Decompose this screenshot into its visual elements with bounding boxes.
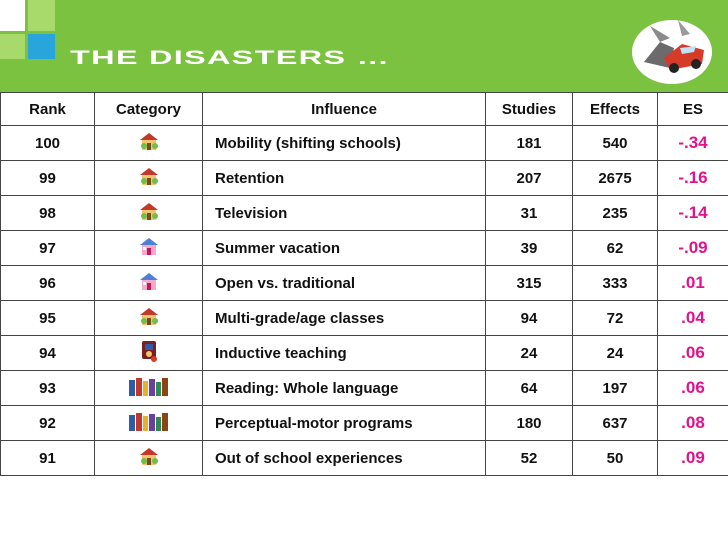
cell-rank: 95 [1,301,95,336]
decor-square [28,0,55,31]
header-rank: Rank [1,93,95,126]
table-row [1,441,728,476]
cell-rank: 91 [1,441,95,476]
cell-influence: Retention [203,161,486,196]
table-header-row [1,93,728,126]
cell-category [95,126,203,161]
cell-es: .01 [658,266,728,301]
cell-influence: Out of school experiences [203,441,486,476]
cell-category [95,196,203,231]
cell-rank: 97 [1,231,95,266]
cell-studies: 64 [486,371,573,406]
books-icon [127,374,171,402]
school-house-icon [138,130,160,156]
disasters-table [0,92,728,476]
decor-square [28,34,55,59]
cell-effects: 2675 [573,161,658,196]
cell-effects: 24 [573,336,658,371]
cell-category [95,301,203,336]
cell-category [95,161,203,196]
cell-studies: 94 [486,301,573,336]
car-crash-icon [630,12,714,84]
table-row [1,371,728,406]
table-row [1,266,728,301]
cell-studies: 181 [486,126,573,161]
cell-effects: 235 [573,196,658,231]
cell-studies: 31 [486,196,573,231]
cell-rank: 93 [1,371,95,406]
cell-studies: 315 [486,266,573,301]
header-influence: Influence [203,93,486,126]
cell-es: -.14 [658,196,728,231]
cell-studies: 180 [486,406,573,441]
table-row [1,196,728,231]
header-es: ES [658,93,728,126]
decor-square [0,0,25,31]
cell-rank: 96 [1,266,95,301]
school-house-icon [138,165,160,191]
cell-effects: 540 [573,126,658,161]
cell-effects: 62 [573,231,658,266]
cell-effects: 637 [573,406,658,441]
header-effects: Effects [573,93,658,126]
table-row [1,336,728,371]
school-house-icon [138,445,160,471]
cell-es: .06 [658,371,728,406]
table-row [1,126,728,161]
table-row [1,161,728,196]
cell-influence: Multi-grade/age classes [203,301,486,336]
cell-es: .08 [658,406,728,441]
cell-es: .09 [658,441,728,476]
cell-es: -.16 [658,161,728,196]
pink-house-icon [138,235,160,261]
slide-header [0,0,728,92]
cell-effects: 50 [573,441,658,476]
cell-rank: 94 [1,336,95,371]
table-row [1,231,728,266]
cell-studies: 39 [486,231,573,266]
cell-es: .06 [658,336,728,371]
cell-category [95,336,203,371]
school-house-icon [138,200,160,226]
header-category: Category [95,93,203,126]
cell-effects: 333 [573,266,658,301]
school-house-icon [138,305,160,331]
cell-studies: 207 [486,161,573,196]
cell-influence: Mobility (shifting schools) [203,126,486,161]
cell-studies: 24 [486,336,573,371]
cell-category [95,231,203,266]
cell-rank: 100 [1,126,95,161]
slide-title: THE DISASTERS … [70,46,391,69]
cell-category [95,441,203,476]
header-studies: Studies [486,93,573,126]
table-row [1,301,728,336]
pink-house-icon [138,270,160,296]
decor-square [0,34,25,59]
cell-category [95,266,203,301]
cell-influence: Open vs. traditional [203,266,486,301]
cell-influence: Inductive teaching [203,336,486,371]
cell-es: .04 [658,301,728,336]
books-icon [127,409,171,437]
cell-influence: Television [203,196,486,231]
cell-es: -.09 [658,231,728,266]
cell-studies: 52 [486,441,573,476]
cell-category [95,371,203,406]
cell-es: -.34 [658,126,728,161]
cell-influence: Reading: Whole language [203,371,486,406]
cell-influence: Perceptual-motor programs [203,406,486,441]
teacher-icon [138,339,160,367]
cell-rank: 92 [1,406,95,441]
cell-effects: 72 [573,301,658,336]
cell-effects: 197 [573,371,658,406]
cell-category [95,406,203,441]
cell-rank: 98 [1,196,95,231]
cell-rank: 99 [1,161,95,196]
cell-influence: Summer vacation [203,231,486,266]
table-row [1,406,728,441]
